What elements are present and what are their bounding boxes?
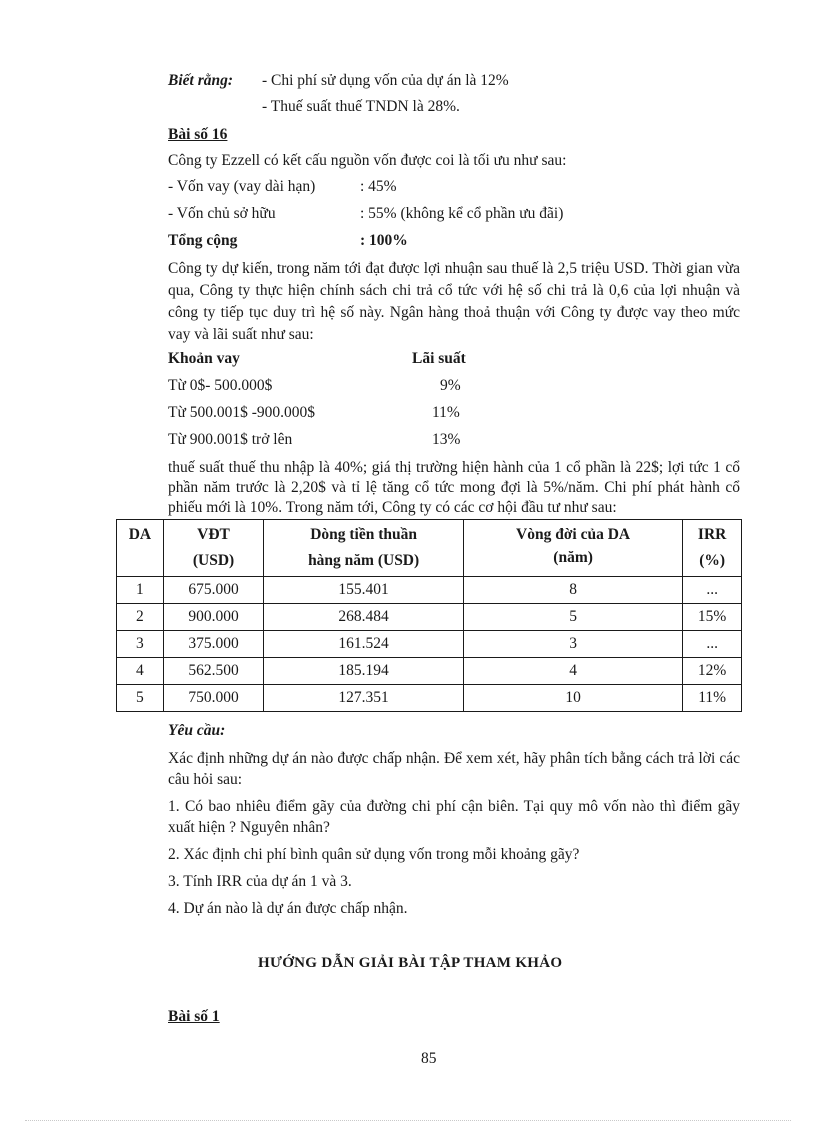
cell-da: 4 — [117, 658, 164, 685]
capital-debt-label: - Vốn vay (vay dài hạn) — [168, 178, 316, 195]
cell-da: 5 — [117, 685, 164, 712]
cell-cashflow: 185.194 — [264, 658, 464, 685]
cell-cashflow: 161.524 — [264, 631, 464, 658]
capital-equity-label: - Vốn chủ sở hữu — [168, 205, 276, 222]
loan-rate-1: 9% — [440, 377, 461, 394]
exercise-16-paragraph-2: Công ty dự kiến, trong năm tới đạt được lợi nhuận sau thuế là 2,5 triệu USD. Thời gian vừa qua, Công ty thực hiện chính sách chi trả cổ tức với hệ số chi trả là 0,6 của lợi nhuận và công ty tiếp tục duy trì hệ số này. Ngân hàng thoả thuận với Công ty được vay theo mức vay và lãi suất như sau: — [168, 260, 740, 343]
cell-cashflow: 127.351 — [264, 685, 464, 712]
table-row — [117, 604, 742, 631]
cell-cashflow: 268.484 — [264, 604, 464, 631]
cell-cashflow: 155.401 — [264, 577, 464, 604]
table-row — [117, 577, 742, 604]
loan-rate-2: 11% — [432, 404, 460, 421]
requirements-label: Yêu cầu: — [168, 722, 226, 739]
exercise-16-intro: Công ty Ezzell có kết cấu nguồn vốn được coi là tối ưu như sau: — [168, 152, 567, 169]
header-irr: IRR (%) — [683, 520, 742, 577]
question-4: 4. Dự án nào là dự án được chấp nhận. — [168, 900, 408, 917]
requirements-intro: Xác định những dự án nào được chấp nhận. Để xem xét, hãy phân tích bằng cách trả lời các câu hỏi sau: — [168, 750, 740, 788]
capital-equity-value: : 55% (không kể cổ phần ưu đãi) — [360, 205, 564, 222]
guide-title: HƯỚNG DẪN GIẢI BÀI TẬP THAM KHẢO — [258, 955, 563, 971]
table-header-row — [117, 520, 742, 577]
cell-life: 10 — [463, 685, 682, 712]
capital-total-value: : 100% — [360, 232, 408, 249]
loan-range-3: Từ 900.001$ trở lên — [168, 431, 293, 448]
header-cashflow: Dòng tiền thuần hàng năm (USD) — [264, 520, 464, 577]
cell-vdt: 375.000 — [163, 631, 264, 658]
cell-irr: ... — [683, 577, 742, 604]
table-row — [117, 631, 742, 658]
projects-table — [116, 519, 742, 712]
exercise-16-paragraph-3: thuế suất thuế thu nhập là 40%; giá thị trường hiện hành của 1 cổ phần là 22$; lợi tức 1 cổ phần năm trước là 2,20$ và tỉ lệ tăng cổ tức mong đợi là 5%/năm. Chi phí phát hành cổ phiếu mới là 10%. Trong năm tới, Công ty có các cơ hội đầu tư như sau: — [168, 459, 740, 516]
loan-range-1: Từ 0$- 500.000$ — [168, 377, 273, 394]
cell-life: 5 — [463, 604, 682, 631]
cell-life: 4 — [463, 658, 682, 685]
page-number: 85 — [421, 1050, 437, 1067]
cell-vdt: 750.000 — [163, 685, 264, 712]
page-bottom-divider — [25, 1120, 791, 1121]
exercise-16-heading: Bài số 16 — [168, 126, 228, 143]
loan-rate-3: 13% — [432, 431, 461, 448]
loan-header-amount: Khoản vay — [168, 350, 240, 367]
capital-debt-value: : 45% — [360, 178, 397, 195]
cell-life: 8 — [463, 577, 682, 604]
header-life: Vòng đời của DA (năm) — [463, 520, 682, 577]
table-row — [117, 658, 742, 685]
exercise-1-heading: Bài số 1 — [168, 1008, 220, 1025]
question-3: 3. Tính IRR của dự án 1 và 3. — [168, 873, 352, 890]
cell-irr: 15% — [683, 604, 742, 631]
question-1: 1. Có bao nhiêu điểm gãy của đường chi phí cận biên. Tại quy mô vốn nào thì điểm gãy xuất hiện ? Nguyên nhân? — [168, 798, 740, 836]
capital-total-label: Tổng cộng — [168, 232, 238, 249]
cell-vdt: 675.000 — [163, 577, 264, 604]
table-row — [117, 685, 742, 712]
given-label: Biết rằng: — [168, 72, 234, 89]
cell-irr: 11% — [683, 685, 742, 712]
header-da: DA — [117, 520, 164, 577]
cell-life: 3 — [463, 631, 682, 658]
cell-da: 2 — [117, 604, 164, 631]
cell-vdt: 562.500 — [163, 658, 264, 685]
cell-da: 1 — [117, 577, 164, 604]
given-line-2: - Thuế suất thuế TNDN là 28%. — [262, 98, 460, 115]
loan-header-rate: Lãi suất — [412, 350, 466, 367]
cell-da: 3 — [117, 631, 164, 658]
cell-vdt: 900.000 — [163, 604, 264, 631]
cell-irr: 12% — [683, 658, 742, 685]
cell-irr: ... — [683, 631, 742, 658]
header-vdt: VĐT (USD) — [163, 520, 264, 577]
question-2: 2. Xác định chi phí bình quân sử dụng vốn trong mỗi khoảng gãy? — [168, 846, 580, 863]
loan-range-2: Từ 500.001$ -900.000$ — [168, 404, 316, 421]
given-line-1: - Chi phí sử dụng vốn của dự án là 12% — [262, 72, 509, 89]
